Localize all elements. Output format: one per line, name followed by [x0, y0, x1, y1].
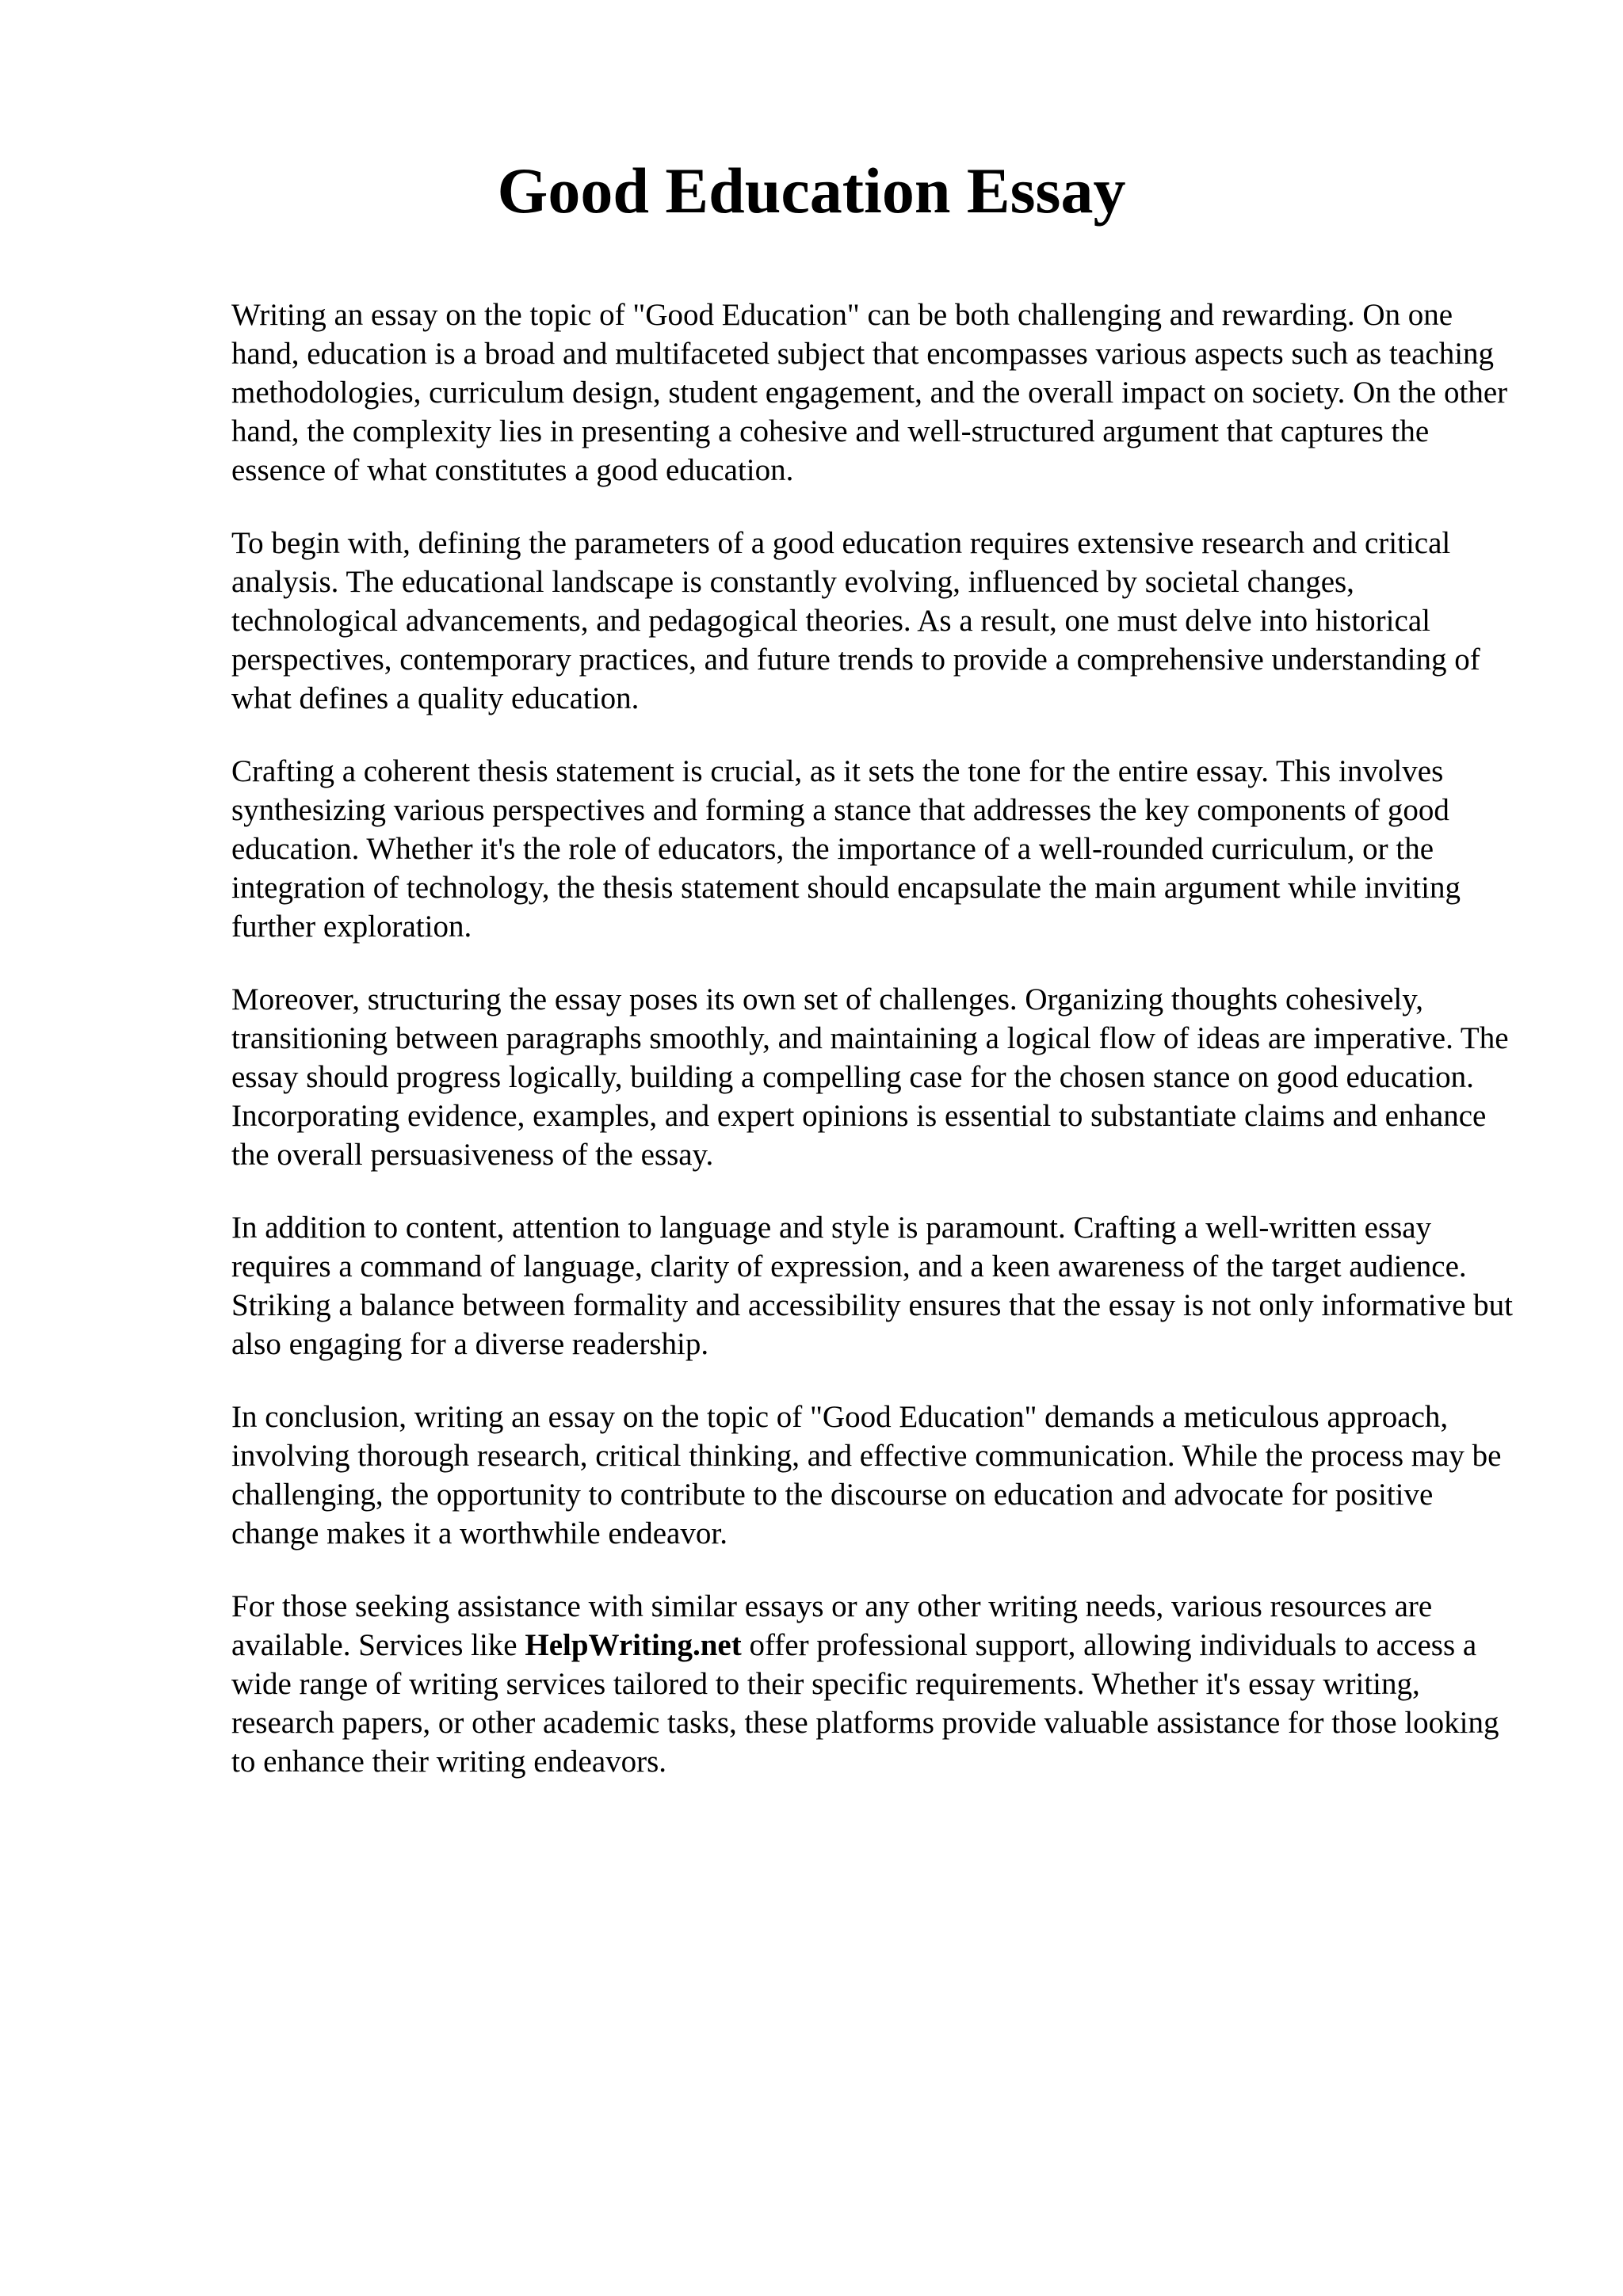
essay-body [231, 296, 1515, 1781]
helpwriting-link[interactable]: HelpWriting.net [525, 1628, 742, 1662]
paragraph-1: Writing an essay on the topic of "Good Education" can be both challenging and rewarding. On one hand, education is a broad and multifaceted subject that encompasses various aspects such as teaching methodologies, curriculum design, student engagement, and the overall impact on society. On the other hand, the complexity lies in presenting a cohesive and well-structured argument that captures the essence of what constitutes a good education. [231, 298, 1508, 487]
paragraph-4: Moreover, structuring the essay poses its own set of challenges. Organizing thoughts cohesively, transitioning between paragraphs smoothly, and maintaining a logical flow of ideas are imperative. The essay should progress logically, building a compelling case for the chosen stance on good education. Incorporating evidence, examples, and expert opinions is essential to substantiate claims and enhance the overall persuasiveness of the essay. [231, 982, 1509, 1172]
paragraph-3: Crafting a coherent thesis statement is crucial, as it sets the tone for the entire essay. This involves synthesizing various perspectives and forming a stance that addresses the key components of good education. Whether it's the role of educators, the importance of a well-rounded curriculum, or the integration of technology, the thesis statement should encapsulate the main argument while inviting further exploration. [231, 754, 1461, 944]
paragraph-7 [231, 1587, 1515, 1781]
page-title: Good Education Essay [497, 154, 1126, 227]
paragraph-2: To begin with, defining the parameters of a good education requires extensive research and critical analysis. The educational landscape is constantly evolving, influenced by societal changes, technological advancements, and pedagogical theories. As a result, one must delve into historical perspectives, contemporary practices, and future trends to provide a comprehensive understanding of what defines a quality education. [231, 526, 1480, 715]
paragraph-5: In addition to content, attention to language and style is paramount. Crafting a well-written essay requires a command of language, clarity of expression, and a keen awareness of the target audience. Striking a balance between formality and accessibility ensures that the essay is not only informative but also engaging for a diverse readership. [231, 1211, 1513, 1361]
paragraph-7-rest: offer professional support, allowing individuals to access a wide range of writing services tailored to their specific requirements. Whether it's essay writing, research papers, or other academic tasks, these platforms provide valuable assistance for those looking to enhance their writing endeavors. [231, 1628, 1499, 1779]
paragraph-6: In conclusion, writing an essay on the topic of "Good Education" demands a meticulous approach, involving thorough research, critical thinking, and effective communication. While the process may be challenging, the opportunity to contribute to the discourse on education and advocate for positive change makes it a worthwhile endeavor. [231, 1400, 1502, 1550]
paragraph-7-intro: For those seeking assistance with similar essays or any other writing needs, various resources are available. Services like [231, 1589, 1433, 1662]
